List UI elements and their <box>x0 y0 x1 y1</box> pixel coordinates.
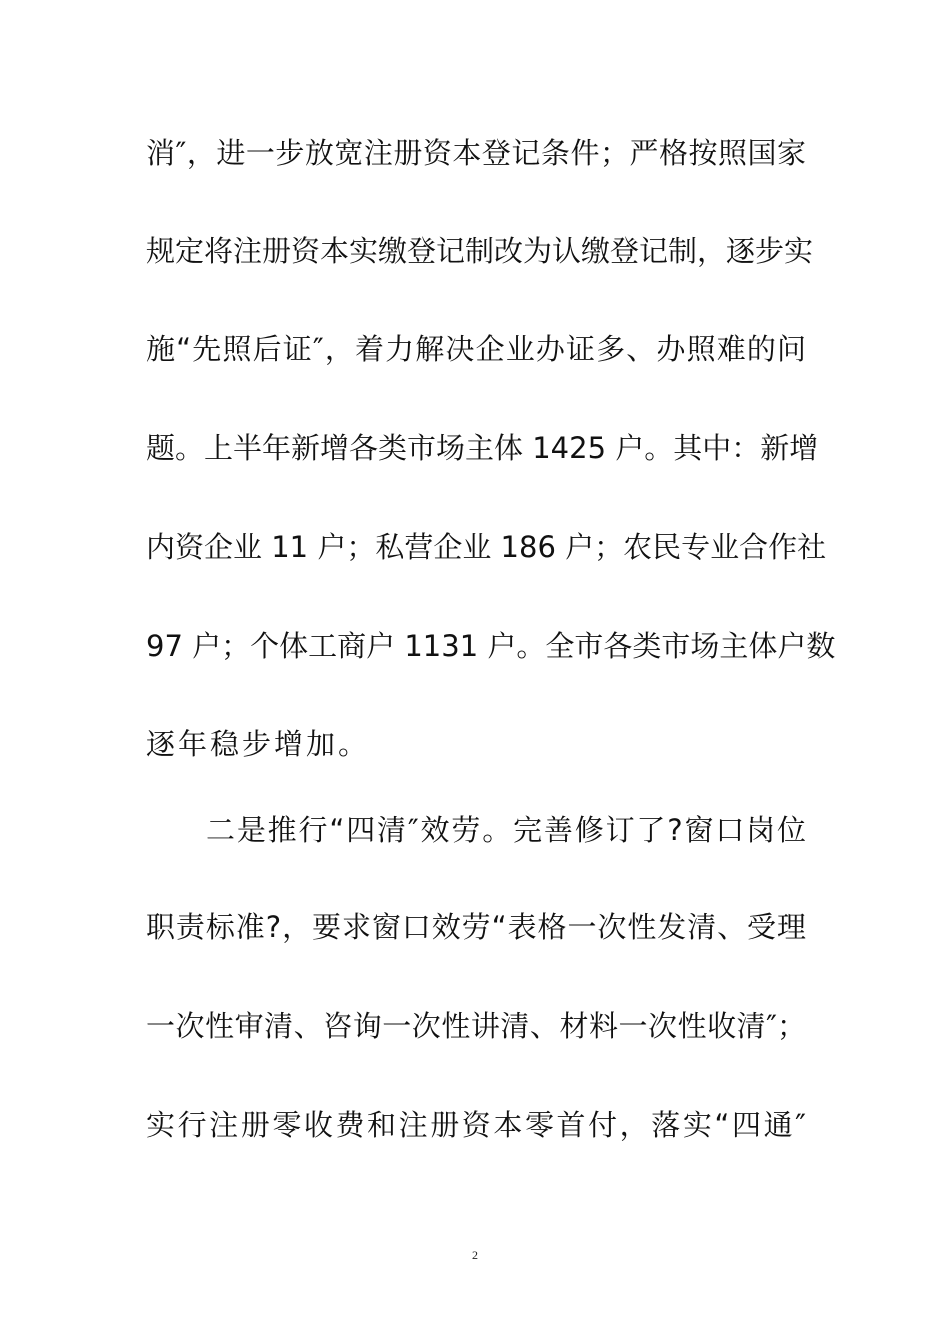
paragraph-line: 内资企业 11 户；私营企业 186 户；农民专业合作社 <box>146 530 827 564</box>
paragraph-line: 职责标准?，要求窗口效劳“表格一次性发清、受理 <box>146 910 806 944</box>
paragraph-line: 实行注册零收费和注册资本零首付，落实“四通″ <box>146 1108 806 1142</box>
paragraph-line: 规定将注册资本实缴登记制改为认缴登记制，逐步实 <box>146 234 814 268</box>
paragraph-line: 消″，进一步放宽注册资本登记条件；严格按照国家 <box>146 136 806 170</box>
paragraph-line: 题。上半年新增各类市场主体 1425 户。其中：新增 <box>146 431 819 465</box>
page-number: 2 <box>472 1248 478 1262</box>
paragraph-line: 97 户；个体工商户 1131 户。全市各类市场主体户数 <box>146 629 836 663</box>
paragraph-line: 施“先照后证″，着力解决企业办证多、办照难的问 <box>146 332 806 366</box>
paragraph-line: 二是推行“四清″效劳。完善修订了?窗口岗位 <box>206 813 806 847</box>
paragraph-line: 逐年稳步增加。 <box>146 727 371 761</box>
paragraph-line: 一次性审清、咨询一次性讲清、材料一次性收清″； <box>146 1009 806 1043</box>
